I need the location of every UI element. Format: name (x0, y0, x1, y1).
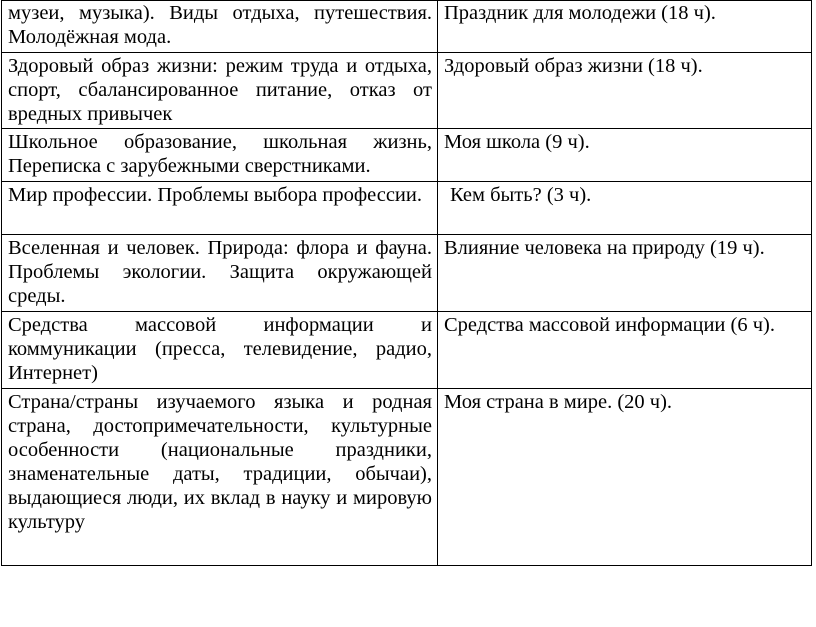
unit-text: Моя страна в мире. (20 ч). (444, 391, 673, 413)
unit-text: Праздник для молодежи (18 ч). (444, 2, 716, 24)
unit-cell (438, 312, 812, 389)
topic-cell (2, 235, 438, 312)
topic-text: Школьное образование, школьная жизнь, Переписка с зарубежными сверстниками. (8, 131, 432, 177)
unit-text: Средства массовой информации (6 ч). (444, 314, 775, 336)
table-row (2, 1, 812, 53)
topic-text: музеи, музыка). Виды отдыха, путешествия. Молодёжная мода. (8, 2, 432, 48)
topic-cell (2, 312, 438, 389)
table-row (2, 235, 812, 312)
unit-cell (438, 182, 812, 235)
unit-cell (438, 129, 812, 182)
table-row (2, 389, 812, 566)
topic-text: Мир профессии. Проблемы выбора профессии. (8, 184, 422, 206)
unit-cell (438, 1, 812, 53)
unit-text: Моя школа (9 ч). (444, 131, 590, 153)
topic-cell (2, 182, 438, 235)
topic-cell (2, 129, 438, 182)
unit-cell (438, 235, 812, 312)
table-row (2, 53, 812, 129)
topic-text: Здоровый образ жизни: режим труда и отдыха, спорт, сбалансированное питание, отказ от вредных привычек (8, 55, 432, 125)
topic-text: Вселенная и человек. Природа: флора и фауна. Проблемы экологии. Защита окружающей среды. (8, 237, 432, 307)
curriculum-table (1, 0, 812, 566)
unit-text: Влияние человека на природу (19 ч). (444, 237, 765, 259)
unit-cell (438, 53, 812, 129)
topic-cell (2, 1, 438, 53)
unit-text: Здоровый образ жизни (18 ч). (444, 55, 703, 77)
topic-text: Страна/страны изучаемого языка и родная страна, достопримечательности, культурные особенности (национальные праздники, знаменательные даты, традиции, обычаи), выдающиеся люди, их вклад в науку и мировую культуру (8, 391, 432, 533)
topic-cell (2, 389, 438, 566)
unit-cell (438, 389, 812, 566)
topic-text: Средства массовой информации и коммуникации (пресса, телевидение, радио, Интернет) (8, 314, 432, 384)
table-row (2, 129, 812, 182)
table-row (2, 182, 812, 235)
table-row (2, 312, 812, 389)
unit-text: Кем быть? (3 ч). (450, 184, 592, 206)
topic-cell (2, 53, 438, 129)
